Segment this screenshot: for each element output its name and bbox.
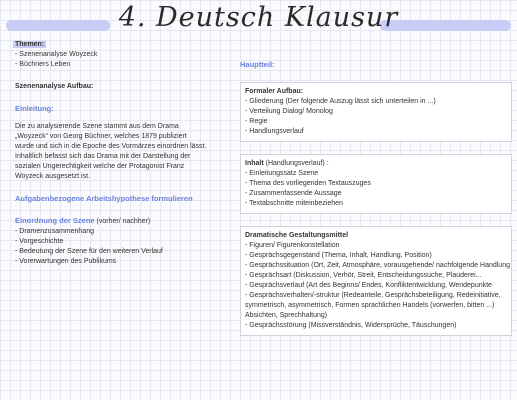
formaler-heading: Formaler Aufbau: [245, 88, 304, 95]
einleitung-line: Woyzeck ausgesetzt ist. [15, 173, 90, 180]
page-title: 4. Deutsch Klausur [118, 2, 399, 33]
dramatische-item: - Gesprächssituation (Ort, Zeit, Atmosphäre, vorausgehende/ nachfolgende Handlung [245, 262, 510, 269]
einleitung-line: Die zu analysierende Szene stammt aus dem Drama [15, 123, 179, 130]
einleitung-line: sozialen Ungerechtigkeit welche der Protagonist Franz [15, 163, 185, 170]
formaler-item: - Handlungsverlauf [245, 128, 304, 135]
einleitung-heading: Einleitung: [15, 104, 54, 113]
einordnung-item: - Bedeutung der Szene für den weiteren Verlauf [15, 248, 163, 255]
inhalt-item: - Thema des vorliegenden Textauszuges [245, 180, 371, 187]
inhalt-suffix: (Handlungsverlauf) : [263, 160, 329, 167]
formaler-item: - Gliederung (Der folgende Auszug lässt sich unterteilen in ...) [245, 98, 436, 105]
formaler-item: - Verteilung Dialog/ Monolog [245, 108, 333, 115]
dramatische-box [240, 226, 512, 336]
formaler-aufbau-box [240, 82, 512, 142]
dramatische-item: - Gesprächsart (Diskussion, Verhör, Streit, Entscheidungssuche, Plauderei... [245, 272, 482, 279]
inhalt-item: - Textabschnitte miteinbeziehen [245, 200, 343, 207]
einordnung-item: - Vorgeschichte [15, 238, 64, 245]
einordnung-item: - Vorerwartungen des Publikums [15, 258, 117, 265]
inhalt-item: - Zusammenfassende Aussage [245, 190, 342, 197]
inhalt-item: - Einleitungssatz Szene [245, 170, 319, 177]
dramatische-item: Absichten, Sprechhaltung) [245, 312, 328, 319]
dramatische-heading: Dramatische Gestaltungsmittel [245, 232, 349, 239]
einordnung-item: - Dramenzusammenhang [15, 228, 94, 235]
formaler-item: - Regie [245, 118, 268, 125]
dramatische-item: - Gesprächsverlauf (Art des Beginns/ Endes, Konfliktentwicklung, Wendepunkte [245, 282, 492, 289]
szenenanalyse-heading: Szenenanalyse Aufbau: [15, 83, 94, 90]
themen-item: - Büchners Leben [15, 61, 71, 68]
hypothese-heading: Aufgabenbezogene Arbeitshypothese formulieren [15, 194, 193, 203]
right-column [240, 60, 512, 336]
einleitung-line: „Woyzeck“ von Georg Büchner, welches 1879 publiziert [15, 133, 187, 140]
dramatische-item: - Gesprächsverhalten/-struktur (Redeanteile, Gesprächsbeteiligung, Redeinitiative, [245, 292, 501, 299]
themen-heading: Themen: [15, 41, 45, 48]
left-column [15, 40, 230, 267]
hauptteil-heading: Hauptteil: [240, 60, 275, 69]
dramatische-item: - Figuren/ Figurenkonstellation [245, 242, 340, 249]
einordnung-heading: Einordnung der Szene [15, 216, 95, 225]
inhalt-heading: Inhalt [245, 160, 264, 167]
einordnung-suffix: (vorher/ nachher) [94, 218, 151, 225]
einleitung-line: Inhaltlich befasst sich das Drama mit der Darstellung der [15, 153, 191, 160]
inhalt-box [240, 154, 512, 214]
dramatische-item: - Gesprächsstörung (Missverständnis, Widersprüche, Täuschungen) [245, 322, 457, 329]
einleitung-line: wurde und sich in die Epoche des Vormärzes einordnen lässt. [15, 143, 207, 150]
dramatische-item: symmetrisch, asymmetrisch, Formen sprachlichen Handels (vorwerfen, bitten ...) [245, 302, 495, 309]
dramatische-item: - Gesprächsgegenstand (Thema, Inhalt, Handlung, Position) [245, 252, 432, 259]
themen-item: - Szenenanalyse Woyzeck [15, 51, 98, 58]
